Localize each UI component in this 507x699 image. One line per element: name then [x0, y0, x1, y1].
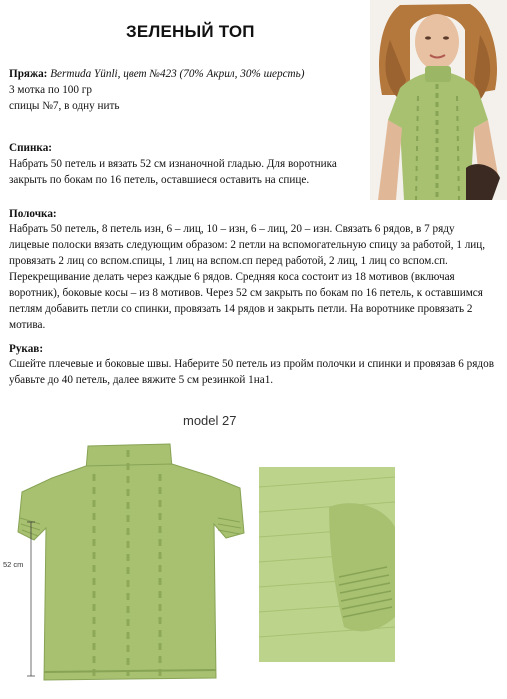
yarn-skeins: 3 мотка по 100 гр [9, 84, 92, 96]
back-heading: Спинка: [9, 142, 53, 154]
back-text: Набрать 50 петель и вязать 52 см изнаночной гладью. Для воротника закрыть по бокам по 16 петель, оставшиеся оставить на спице. [9, 158, 337, 186]
model-label: model 27 [183, 413, 237, 428]
sleeve-closeup-photo [259, 467, 395, 662]
yarn-needles: спицы №7, в одну нить [9, 100, 120, 112]
yarn-label: Пряжа: [9, 68, 48, 80]
front-heading: Полочка: [9, 208, 57, 220]
page-title: ЗЕЛЕНЫЙ ТОП [126, 22, 255, 41]
front-text: Набрать 50 петель, 8 петель изн, 6 – лиц, 10 – изн, 6 – лиц, 20 – изн. Связать 6 рядов, в 7 ряду лицевые полоски вязать следующим образом: 2 петли на вспомогательную спицу за работой, 1 лиц, провязать 2 лиц со вспом.спицы, 1 лиц на вспом.сп перед работой, 2 лиц, 1 лиц со вспом.сп. Перекрещивание делать через каждые 6 рядов. Средняя коса состоит из 18 мотивов (включая воротник), боковые косы – из 8 мотивов. Через 52 см закрыть по бокам по 16 петель, к оставшимся петлям добавить петли со спинки, провязать 14 рядов и закрыть петли. На воротнике провязать 2 мотива. [9, 223, 486, 331]
measurement-label: 52 cm [3, 560, 24, 569]
sleeve-text: Сшейте плечевые и боковые швы. Наберите 50 петель из пройм полочки и спинки и провязав 6 рядов убавьте до 40 петель, далее вяжите 5 см резинкой 1на1. [9, 358, 494, 386]
sleeve-heading: Рукав: [9, 343, 44, 355]
yarn-brand: Bermuda Yünli, цвет №423 (70% Акрил, 30% шерсть) [50, 68, 305, 80]
